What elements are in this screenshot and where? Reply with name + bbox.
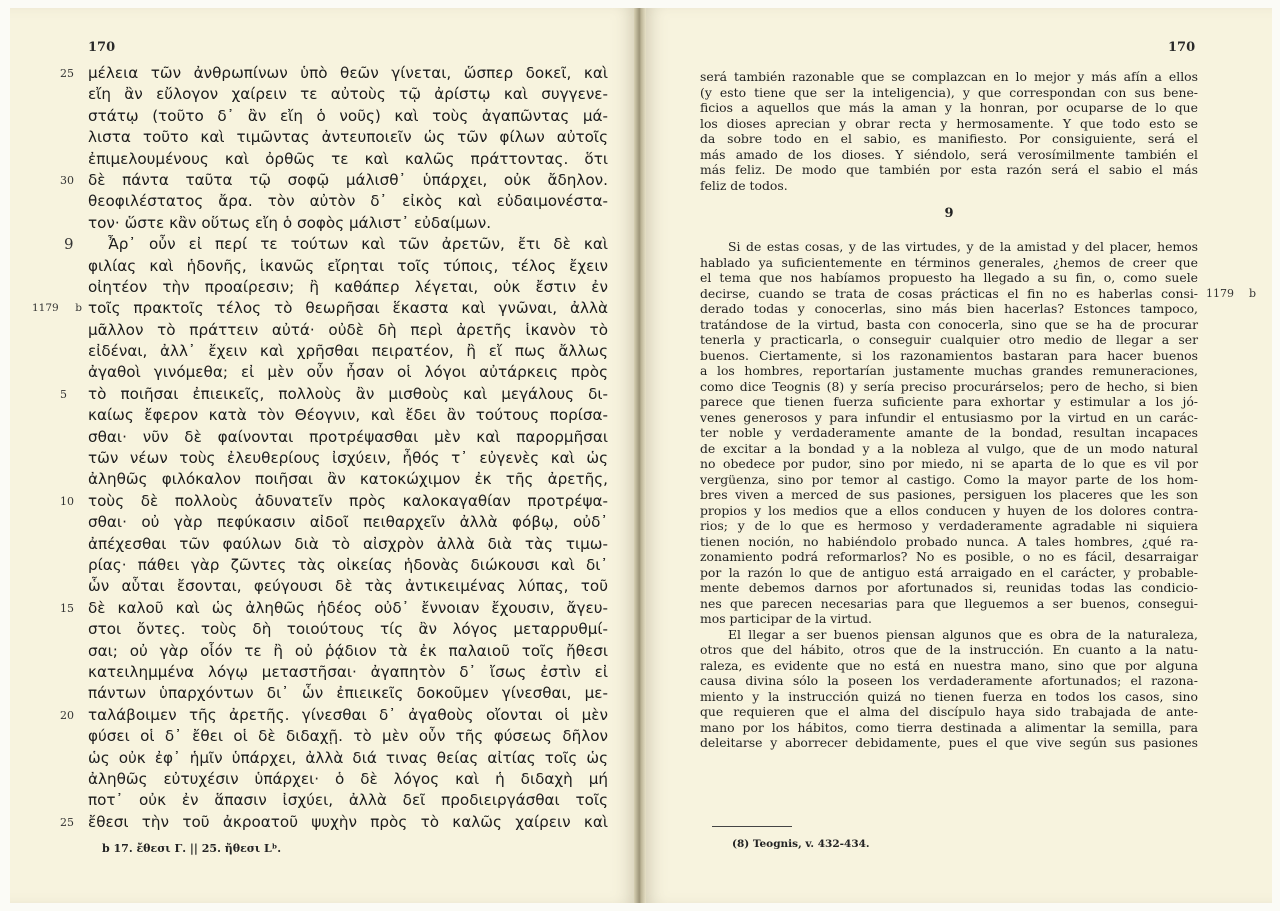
spanish-line: rios; y de lo que es hermoso y verdaderamente agradable ni siquiera: [700, 518, 1198, 533]
greek-line: θεοφιλέστατος ἄρα. τὸν αὐτὸν δ᾽ εἰκὸς καὶ εὐδαιμονέστα-: [88, 192, 608, 211]
greek-line: ποτ᾽ οὐκ ἐν ἅπασιν ἰσχύει, ἀλλὰ δεῖ προδιειργάσθαι τοῖς: [88, 791, 608, 810]
greek-line: καίως ἔφερον κατὰ τὸν Θέογνιν, καὶ ἔδει ἂν τούτους πορίσα-: [88, 406, 608, 425]
greek-line: 30 δὲ πάντα ταῦτα τῷ σοφῷ μάλισθ᾽ ὑπάρχει, οὐκ ἄδηλον.: [88, 170, 608, 191]
greek-line: φιλίας καὶ ἡδονῆς, ἱκανῶς εἴρηται τοῖς τύποις, τέλος ἔχειν: [88, 256, 608, 275]
spanish-line: de excitar a la bondad y a la nobleza al vulgo, que de un modo natural: [700, 440, 1198, 456]
spanish-line: derado todas y conocerlas, sino más bien hacerlas? Estonces tampoco,: [700, 301, 1198, 316]
chapter-number: 9: [64, 235, 74, 254]
spanish-line: El llegar a ser buenos piensan algunos que es obra de la naturaleza,: [728, 626, 1198, 642]
greek-line: ρίας· πάθει γὰρ ζῶντες τὰς οἰκείας ἡδονὰς διώκουσι καὶ δι᾽: [88, 555, 608, 574]
book-gutter: [634, 8, 646, 903]
left-page-number: 170: [88, 40, 116, 55]
spanish-line: como dice Teognis (8) y sería preciso procurárselos; pero de hecho, si bien: [700, 378, 1198, 394]
greek-line: ἀπέχεσθαι τῶν φαύλων διὰ τὸ αἰσχρὸν ἀλλὰ διὰ τὰς τιμω-: [88, 534, 608, 553]
spanish-line: Si de estas cosas, y de las virtudes, y de la amistad y del placer, hemos: [728, 239, 1198, 254]
bekker-reference: 1179 b: [32, 302, 82, 315]
spanish-line: da sobre todo en el sabio, es manifiesto. Por consiguiente, será el: [700, 131, 1198, 146]
greek-line: τῶν νέων τοὺς ἐλευθερίους ἰσχύειν, ἦθός τ᾽ εὐγενὲς καὶ ὡς: [88, 449, 608, 468]
spanish-line: zonamiento podrá reformarlos? No es posible, o no es fácil, desarraigar: [700, 549, 1198, 564]
spanish-line: otros que del hábito, otros que de la instrucción. En cuanto a la natu-: [700, 642, 1198, 657]
footnote-rule: [712, 826, 792, 827]
greek-line: 20 ταλάβοιμεν τῆς ἀρετῆς. γίνεσθαι δ᾽ ἀγαθοὺς οἴονται οἱ μὲν: [88, 705, 608, 726]
spanish-line: parece que tienen fuerza suficiente para exhortar y estimular a los jó-: [700, 394, 1198, 409]
right-page-number: 170: [1168, 40, 1196, 55]
greek-line: 25 μέλεια τῶν ἀνθρωπίνων ὑπὸ θεῶν γίνεται, ὥσπερ δοκεῖ, καὶ: [88, 63, 608, 84]
spanish-line: mano por los hábitos, como tierra destinada a alimentar la semilla, para: [700, 719, 1198, 735]
spanish-line: venes generosos y para infundir el entusiasmo por la virtud en un carác-: [700, 409, 1198, 425]
spanish-line: propios y los medios que a ellos conducen y huyen de los dolores contra-: [700, 502, 1198, 518]
line-number: 25: [60, 67, 74, 80]
spanish-line: los dioses aprecian y obrar recta y hermosamente. Y que todo esto se: [700, 115, 1198, 131]
greek-line: σαι; οὐ γὰρ οἷόν τε ἢ οὐ ῥᾴδιον τὰ ἐκ παλαιοῦ τοῖς ἤθεσι: [88, 641, 608, 660]
spanish-line: a los hombres, reportarían justamente muchas grandes remuneraciones,: [700, 363, 1198, 378]
line-number: 5: [60, 387, 67, 401]
spanish-line: no obedece por pudor, sino por miedo, ni se aparta de lo que es vil por: [700, 456, 1198, 471]
footnote: (8) Teognis, v. 432-434.: [732, 838, 870, 850]
greek-line: φύσει οἱ δ᾽ ἔθει οἱ δὲ διδαχῇ. τὸ μὲν οὖν τῆς φύσεως δῆλον: [88, 727, 608, 746]
spanish-line: raleza, es evidente que no está en nuestra mano, sino que por alguna: [700, 657, 1198, 673]
section-heading-row: [700, 193, 1198, 239]
spanish-line: causa divina sólo la poseen los verdaderamente afortunados; el razona-: [700, 673, 1198, 688]
greek-line: 9 Ἆρ᾽ οὖν εἰ περί τε τούτων καὶ τῶν ἀρετῶν, ἔτι δὲ καὶ: [88, 234, 608, 255]
spanish-line: tratándose de la virtud, basta con conocerla, sino que se ha de procurar: [700, 316, 1198, 332]
spanish-line: buenos. Ciertamente, si los razonamientos bastaran para hacer buenos: [700, 347, 1198, 363]
bekker-reference: 1179 b: [1206, 286, 1256, 300]
line-number: 15: [60, 601, 74, 615]
spanish-line: miento y la instrucción quizá no tienen fuerza en todos los casos, sino: [700, 688, 1198, 704]
greek-line: στάτῳ (τοῦτο δ᾽ ἂν εἴη ὁ νοῦς) καὶ τοὺς ἀγαπῶντας μά-: [88, 106, 608, 125]
spanish-line: ficios a aquellos que más la aman y la honran, por ocuparse de lo que: [700, 100, 1198, 115]
spanish-line: deleitarse y aborrecer debidamente, pues el que vive según sus pasiones: [700, 735, 1198, 750]
spanish-line: tienen noción, no habiéndolo probado nunca. A tales hombres, ¿qué ra-: [700, 533, 1198, 549]
spanish-line: será también razonable que se complazcan en lo mejor y más afín a ellos: [700, 69, 1198, 84]
spanish-line: hablado ya suficientemente en términos generales, ¿hemos de creer que: [700, 254, 1198, 270]
greek-line: λιστα τοῦτο καὶ τιμῶντας ἀντευποιεῖν ὡς τῶν φίλων αὐτοῖς: [88, 128, 608, 147]
greek-line: πάντων ὑπαρχόντων δι᾽ ὧν ἐπιεικεῖς δοκοῦμεν γίνεσθαι, με-: [88, 684, 608, 703]
line-number: 20: [60, 708, 74, 722]
spanish-line: feliz de todos.: [700, 177, 788, 193]
greek-line: ἀληθῶς εὐτυχέσιν ὑπάρχει· ὁ δὲ λόγος καὶ ἡ διδαχὴ μή: [88, 769, 608, 788]
spanish-line: decirse, cuando se trata de cosas prácticas el fin no es haberlas consi- 1179 b: [700, 285, 1256, 301]
greek-line: στοι ὄντες. τοὺς δὴ τοιούτους τίς ἂν λόγος μεταρρυθμί-: [88, 620, 608, 639]
greek-line: 15 δὲ καλοῦ καὶ ὡς ἀληθῶς ἡδέος οὐδ᾽ ἔννοιαν ἔχουσιν, ἄγευ-: [88, 598, 608, 619]
section-number: 9: [944, 206, 954, 221]
greek-text-block: [32, 63, 608, 833]
greek-line: εἴη ἂν εὔλογον χαίρειν τε αὐτοὺς τῷ ἀρίστῳ καὶ συγγενε-: [88, 85, 608, 104]
spanish-line: (y esto tiene que ser la inteligencia), y que correspondan con sus bene-: [700, 84, 1198, 100]
spanish-line: mos participar de la virtud.: [700, 611, 872, 626]
spanish-line: nes que parecen necesarias para que lleguemos a ser buenos, consegui-: [700, 595, 1198, 611]
greek-line: σθαι· νῦν δὲ φαίνονται προτρέψασθαι μὲν καὶ παρορμῆσαι: [88, 427, 608, 446]
greek-line: σθαι· οὐ γὰρ πεφύκασιν αἰδοῖ πειθαρχεῖν ἀλλὰ φόβῳ, οὐδ᾽: [88, 513, 608, 532]
spanish-line: el tema que nos habíamos propuesto ha llegado a su fin, o, como suele: [700, 270, 1198, 285]
greek-line: ἀγαθοὶ γινόμεθα; εἰ μὲν οὖν ἦσαν οἱ λόγοι αὐτάρκεις πρὸς: [88, 363, 608, 382]
spanish-line: que requieren que el alma del discípulo haya sido trabajada de ante-: [700, 704, 1198, 719]
spanish-line: mente debemos darnos por afortunados si, reunidas todas las condicio-: [700, 580, 1198, 595]
greek-line: ὧν αὗται ἔσονται, φεύγουσι δὲ τὰς ἀντικειμένας λύπας, τοῦ: [88, 577, 608, 596]
greek-line: κατειλημμένα λόγῳ μεταστῆσαι· ἀγαπητὸν δ᾽ ἴσως ἐστὶν εἰ: [88, 662, 608, 681]
greek-line: 10 τοὺς δὲ πολλοὺς ἀδυνατεῖν πρὸς καλοκαγαθίαν προτρέψα-: [88, 491, 608, 512]
critical-apparatus: b 17. ἔθεσι Γ. || 25. ἤθεσι Lᵇ.: [102, 842, 282, 855]
spanish-line: tenerla y practicarla, o conseguir cualquier otro medio de llegar a ser: [700, 332, 1198, 347]
greek-line: ἐπιμελουμένους καὶ ὀρθῶς τε καὶ καλῶς πράττοντας. ὅτι: [88, 149, 608, 168]
line-number: 10: [60, 494, 74, 508]
spanish-line: bres viven a merced de sus pasiones, persiguen los placeres que les son: [700, 487, 1198, 502]
greek-line: 1179 b τοῖς πρακτοῖς τέλος τὸ θεωρῆσαι ἕκαστα καὶ γνῶναι, ἀλλὰ: [88, 298, 608, 319]
greek-line: 25 ἔθεσι τὴν τοῦ ἀκροατοῦ ψυχὴν πρὸς τὸ καλῶς χαίρειν καὶ: [88, 812, 608, 833]
greek-line: εἰδέναι, ἀλλ᾽ ἔχειν καὶ χρῆσθαι πειρατέον, ἢ εἴ πως ἄλλως: [88, 342, 608, 361]
spanish-line: por la razón lo que de antiguo está arraigado en el carácter, y probable-: [700, 564, 1198, 580]
spanish-line: más feliz. De modo que también por esta razón será el sabio el más: [700, 162, 1198, 177]
greek-line: 5 τὸ ποιῆσαι ἐπιεικεῖς, πολλοὺς ἂν μισθοὺς καὶ μεγάλους δι-: [88, 384, 608, 405]
greek-line: οἰητέον τὴν προαίρεσιν; ἢ καθάπερ λέγεται, οὐκ ἔστιν ἐν: [88, 277, 608, 296]
spanish-line: ter noble y verdaderamente amante de la bondad, resultan incapaces: [700, 425, 1198, 440]
line-number: 25: [60, 815, 74, 829]
greek-line: μᾶλλον τὸ πράττειν αὐτά· οὐδὲ δὴ περὶ ἀρετῆς ἱκανὸν τὸ: [88, 320, 608, 339]
greek-line: ἀληθῶς φιλόκαλον ποιῆσαι ἂν κατοκώχιμον ἐκ τῆς ἀρετῆς,: [88, 470, 608, 489]
spanish-text-block: [700, 69, 1256, 751]
greek-line: ὡς οὐκ ἐφ᾽ ἡμῖν ὑπάρχει, ἀλλὰ διά τινας θείας αἰτίας τοῖς ὡς: [88, 748, 608, 767]
spanish-line: más amado de los dioses. Y siéndolo, será verosímilmente también el: [700, 146, 1198, 162]
spanish-line: vergüenza, sino por temor al castigo. Como la mayor parte de los hom-: [700, 471, 1198, 487]
line-number: 30: [60, 173, 74, 187]
greek-line: τον· ὥστε κἂν οὕτως εἴη ὁ σοφὸς μάλιστ᾽ εὐδαίμων.: [88, 213, 492, 232]
